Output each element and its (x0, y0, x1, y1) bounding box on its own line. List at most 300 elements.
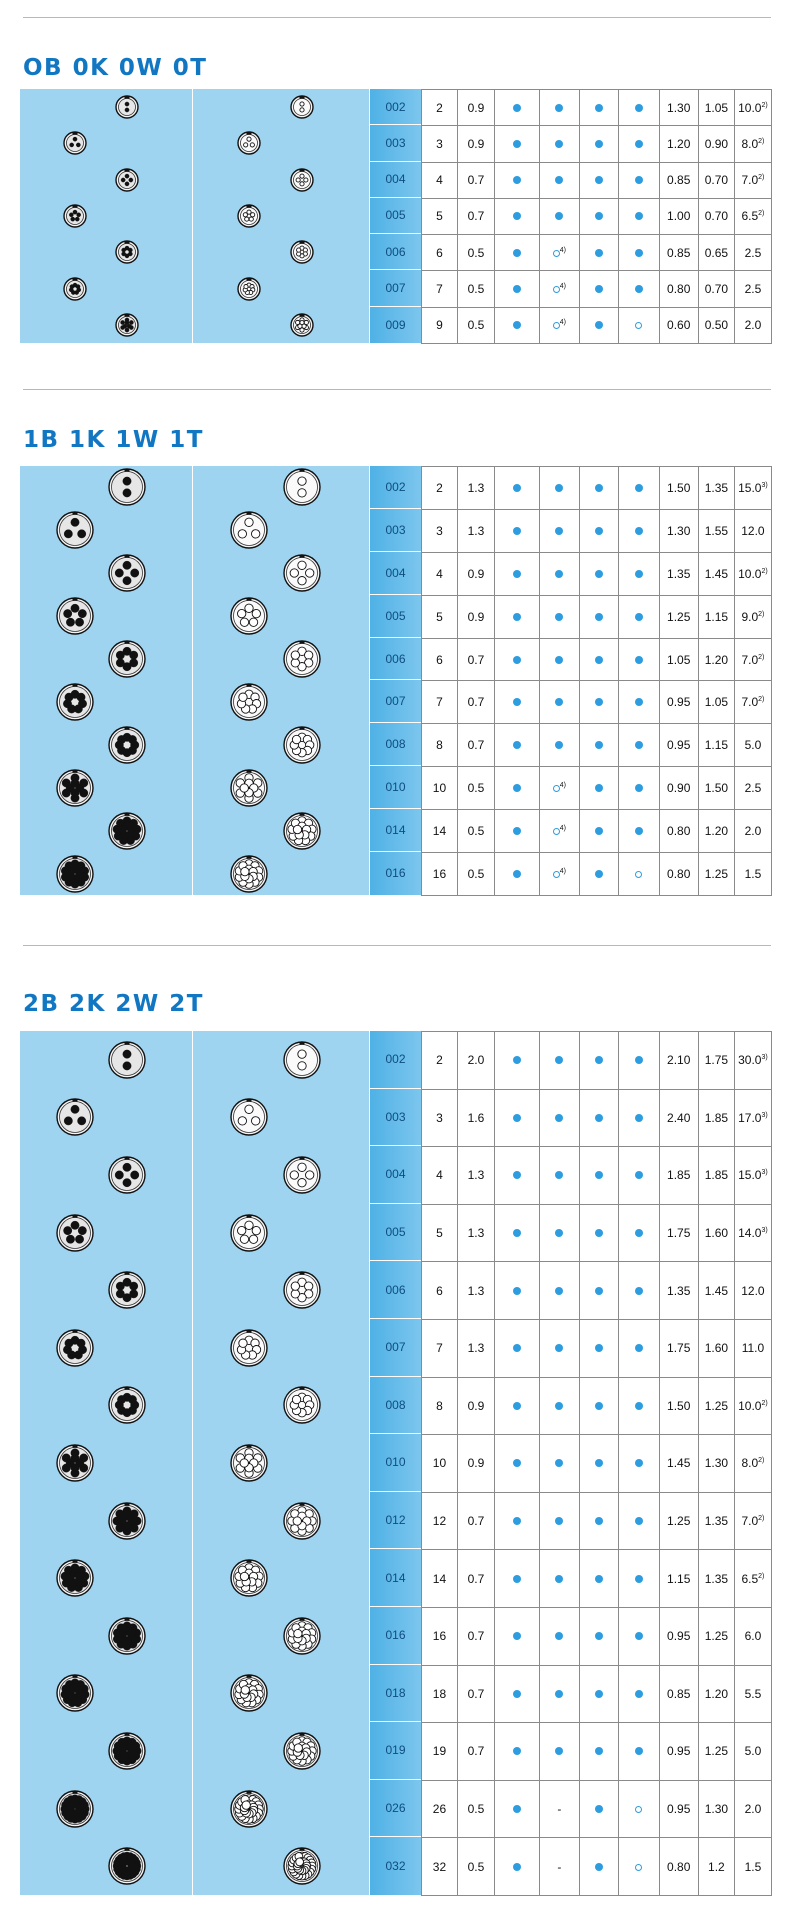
contact-pin (298, 489, 306, 497)
availability-cell (579, 271, 618, 307)
open-circle-icon (635, 1864, 642, 1871)
availability-cell (579, 853, 618, 896)
contact-pin (129, 178, 133, 182)
filled-dot-icon (555, 1747, 563, 1755)
contact-pin (131, 1171, 139, 1179)
filled-dot-icon (513, 285, 521, 293)
contact-pin (239, 693, 247, 701)
availability-cell (540, 90, 579, 126)
female-connector-face-icon (283, 1732, 321, 1770)
contact-pin (65, 693, 73, 701)
dia-value: 0.5 (467, 781, 485, 796)
dia-cell (457, 638, 494, 681)
filled-dot-icon (513, 1632, 521, 1640)
contact-pin (125, 108, 129, 112)
v2-cell (698, 467, 734, 510)
v1-value: 0.85 (667, 1686, 691, 1701)
availability-cell (422, 1838, 458, 1896)
filled-dot-icon (513, 570, 521, 578)
section-divider (23, 945, 771, 946)
v3-cell (734, 198, 771, 234)
v3-value: 5.5 (744, 1686, 762, 1701)
v2-cell (698, 126, 734, 162)
contact-pin (241, 1573, 249, 1581)
contact-pin (293, 1516, 301, 1524)
female-connector-face-icon (230, 1444, 268, 1482)
contact-pin (252, 1226, 260, 1234)
availability-cell (618, 724, 659, 767)
v2-cell (698, 1204, 734, 1262)
code-cell: 010 (370, 1434, 421, 1492)
availability-cell (495, 1032, 540, 1090)
filled-dot-icon (595, 1863, 603, 1871)
footnote-mark: 4) (559, 246, 566, 254)
table-row (422, 1089, 772, 1147)
code-cell: 012 (370, 1492, 421, 1550)
filled-dot-icon (513, 527, 521, 535)
filled-dot-icon (595, 104, 603, 112)
contact-pin (244, 143, 248, 147)
v2-value: 1.05 (704, 695, 729, 710)
availability-cell (579, 595, 618, 638)
v2-value: 1.45 (704, 566, 729, 581)
dia-cell (457, 1838, 494, 1896)
code-cell: 010 (370, 766, 421, 809)
contact-pin (300, 108, 304, 112)
v2-cell (698, 1435, 734, 1493)
availability-cell (495, 638, 540, 681)
filled-dot-icon (635, 1575, 643, 1583)
v1-value: 0.80 (667, 1859, 691, 1874)
section-title: 1B 1K 1W 1T (23, 427, 204, 453)
v3-value: 17.0 (738, 1110, 762, 1125)
contact-pin (250, 618, 258, 626)
v1-value: 1.30 (667, 523, 691, 538)
filled-dot-icon (513, 1863, 521, 1871)
v3-value: 2.5 (744, 282, 762, 297)
table-row (422, 1147, 772, 1205)
v1-cell (659, 1262, 698, 1320)
contact-pin (238, 1226, 246, 1234)
availability-cell (540, 1204, 579, 1262)
filled-dot-icon (513, 827, 521, 835)
contact-pin (241, 867, 249, 875)
availability-cell (540, 162, 579, 198)
female-connector-face-icon (230, 683, 268, 721)
code-cell: 002 (370, 1031, 421, 1089)
v2-value: 1.85 (704, 1168, 729, 1183)
v3-cell (734, 90, 771, 126)
v3-cell (734, 1838, 771, 1896)
female-connector-face-icon (283, 1271, 321, 1309)
dash-text: 7 (436, 282, 443, 297)
contact-pin (64, 1226, 72, 1234)
code-cell: 004 (370, 1146, 421, 1204)
v2-cell (698, 1780, 734, 1838)
table-row (422, 162, 772, 198)
filled-dot-icon (513, 1690, 521, 1698)
v1-value: 2.40 (667, 1110, 691, 1125)
code-cell: 006 (370, 638, 421, 681)
filled-dot-icon (595, 285, 603, 293)
v1-value: 1.50 (667, 480, 691, 495)
code-cell: 009 (385, 317, 406, 332)
v3-value: 2.5 (744, 245, 762, 260)
contact-pin (68, 1801, 76, 1809)
table-row (422, 1550, 772, 1608)
contact-pin (293, 825, 301, 833)
contact-pin (77, 213, 81, 217)
availability-cell (618, 638, 659, 681)
contact-pin (116, 1282, 124, 1290)
filled-dot-icon (555, 1402, 563, 1410)
filled-dot-icon (513, 321, 521, 329)
dia-cell (457, 1032, 494, 1090)
code-cell: 018 (370, 1665, 421, 1723)
availability-cell (422, 1550, 458, 1608)
availability-cell (618, 1723, 659, 1781)
v2-value: 1.35 (704, 1514, 729, 1529)
filled-dot-icon (555, 741, 563, 749)
v2-value: 1.20 (704, 824, 729, 839)
dia-value: 1.3 (467, 1168, 485, 1183)
availability-cell (422, 552, 458, 595)
dia-value: 0.9 (467, 1456, 485, 1471)
contact-pin (66, 784, 74, 792)
section-block (20, 466, 772, 895)
v1-value: 0.60 (667, 318, 691, 333)
v2-cell (698, 1319, 734, 1377)
filled-dot-icon (513, 656, 521, 664)
filled-dot-icon (595, 1690, 603, 1698)
availability-cell (579, 1607, 618, 1665)
v2-value: 1.75 (704, 1053, 729, 1068)
dash-text: 6 (436, 245, 443, 260)
section-divider (23, 17, 771, 18)
filled-dot-icon (595, 1575, 603, 1583)
contact-pin (244, 213, 248, 217)
availability-cell (540, 810, 579, 853)
code-cell: 006 (370, 1261, 421, 1319)
v3-cell (734, 271, 771, 307)
dash-text: 14 (432, 1571, 447, 1586)
v2-cell (698, 1838, 734, 1896)
availability-cell (422, 1435, 458, 1493)
dia-cell (457, 126, 494, 162)
availability-cell (579, 1319, 618, 1377)
v1-cell (659, 1838, 698, 1896)
filled-dot-icon (635, 527, 643, 535)
dia-value: 0.9 (467, 609, 485, 624)
v1-value: 2.10 (667, 1053, 691, 1068)
filled-dot-icon (513, 1459, 521, 1467)
contact-pin (122, 248, 126, 252)
code-cell: 004 (370, 552, 421, 595)
filled-dot-icon (555, 1517, 563, 1525)
female-connector-face-icon (230, 1559, 268, 1597)
v2-value: 0.70 (704, 282, 729, 297)
table-row (422, 1435, 772, 1493)
v3-cell (734, 552, 771, 595)
v2-cell (698, 681, 734, 724)
v2-cell (698, 90, 734, 126)
v2-value: 0.70 (704, 173, 729, 188)
availability-cell (618, 1492, 659, 1550)
dia-value: 0.5 (467, 282, 485, 297)
v2-value: 1.30 (704, 1802, 729, 1817)
v2-value: 0.90 (704, 136, 729, 151)
female-connector-face-icon (283, 1502, 321, 1540)
v1-value: 0.95 (667, 1744, 691, 1759)
availability-cell (495, 1665, 540, 1723)
v2-cell (698, 1723, 734, 1781)
male-connector-face-icon (56, 597, 94, 635)
filled-dot-icon (555, 1575, 563, 1583)
v3-value: 15.0 (738, 480, 762, 495)
contact-pin (70, 143, 74, 147)
contact-pin (125, 181, 129, 185)
dash-text: 8 (436, 1398, 443, 1413)
v1-cell (659, 681, 698, 724)
section-title: 2B 2K 2W 2T (23, 991, 204, 1017)
contact-pin (245, 1105, 253, 1113)
male-connector-face-icon (56, 1214, 94, 1252)
contact-pin (304, 178, 308, 182)
availability-cell (495, 1435, 540, 1493)
dash-text: 12 (432, 1514, 447, 1529)
availability-cell (422, 467, 458, 510)
footnote-mark: 4) (559, 283, 566, 291)
availability-cell (422, 1262, 458, 1320)
filled-dot-icon (513, 212, 521, 220)
v3-cell (734, 810, 771, 853)
contact-pin (306, 569, 314, 577)
dia-value: 1.3 (467, 1283, 485, 1298)
table-row (422, 1665, 772, 1723)
v1-value: 1.30 (667, 100, 691, 115)
v3-cell (734, 1089, 771, 1147)
filled-dot-icon (513, 698, 521, 706)
v3-cell (734, 1607, 771, 1665)
v1-cell (659, 638, 698, 681)
v1-cell (659, 1089, 698, 1147)
v2-value: 1.05 (704, 100, 729, 115)
availability-cell (579, 1435, 618, 1493)
dia-value: 1.3 (467, 1341, 485, 1356)
male-connector-face-icon (56, 1674, 94, 1712)
contact-pin (121, 178, 125, 182)
availability-cell (540, 1492, 579, 1550)
v3-value: 6.0 (744, 1629, 762, 1644)
female-connector-face-icon (230, 769, 268, 807)
contact-pin (122, 252, 126, 256)
v1-cell (659, 198, 698, 234)
filled-dot-icon (595, 613, 603, 621)
dia-cell (457, 1780, 494, 1838)
availability-cell (618, 126, 659, 162)
v1-value: 0.95 (667, 738, 691, 753)
contact-pin (245, 1221, 253, 1229)
v3-value: 8.0 (741, 1456, 759, 1471)
contact-pin (118, 1396, 126, 1404)
male-connector-face-icon (108, 1847, 146, 1885)
availability-cell (579, 1665, 618, 1723)
availability-cell (579, 638, 618, 681)
dash-text: 16 (432, 866, 447, 881)
filled-dot-icon (595, 656, 603, 664)
availability-cell (618, 853, 659, 896)
v3-cell (734, 1723, 771, 1781)
contact-pin (298, 1061, 306, 1069)
dash-text: 10 (432, 781, 447, 796)
availability-cell (540, 1550, 579, 1608)
v1-value: 1.35 (667, 566, 691, 581)
availability-cell (422, 271, 458, 307)
v2-cell (698, 1262, 734, 1320)
v3-cell (734, 307, 771, 343)
filled-dot-icon (555, 527, 563, 535)
availability-cell (579, 1550, 618, 1608)
contact-pin (71, 1105, 79, 1113)
dia-value: 0.5 (467, 824, 485, 839)
availability-cell (422, 638, 458, 681)
v1-value: 1.00 (667, 209, 691, 224)
contact-pin (67, 1686, 75, 1694)
filled-dot-icon (513, 741, 521, 749)
availability-cell (618, 1435, 659, 1493)
availability-cell (618, 198, 659, 234)
availability-cell (618, 595, 659, 638)
v3-cell (734, 1435, 771, 1493)
table-row (422, 1262, 772, 1320)
v2-value: 1.35 (704, 1571, 729, 1586)
dash-text: 26 (432, 1802, 447, 1817)
dia-cell (457, 1204, 494, 1262)
table-row (422, 1319, 772, 1377)
filled-dot-icon (635, 656, 643, 664)
dash-text: 7 (436, 1341, 443, 1356)
v2-value: 1.25 (704, 1398, 729, 1413)
filled-dot-icon (595, 1114, 603, 1122)
contact-pin (115, 569, 123, 577)
v3-value: 1.5 (744, 866, 762, 881)
v3-value: 11.0 (741, 1341, 765, 1356)
dash-text: - (557, 1859, 562, 1874)
v2-cell (698, 724, 734, 767)
code-cell: 032 (385, 1859, 406, 1874)
availability-cell (422, 307, 458, 343)
female-connector-face-icon (283, 554, 321, 592)
contact-pin (73, 137, 77, 141)
code-cell: 026 (370, 1780, 421, 1838)
contact-pin (291, 1282, 299, 1290)
contact-pin (123, 477, 131, 485)
v1-value: 1.25 (667, 609, 691, 624)
table-row (422, 638, 772, 681)
availability-cell (540, 1838, 579, 1896)
availability-cell (618, 1032, 659, 1090)
female-connector-column (193, 1031, 369, 1895)
filled-dot-icon (555, 140, 563, 148)
availability-cell (618, 1147, 659, 1205)
filled-dot-icon (513, 484, 521, 492)
v2-cell (698, 767, 734, 810)
contact-pin (125, 102, 129, 106)
male-connector-face-icon (115, 240, 139, 264)
dia-cell (457, 271, 494, 307)
v3-cell (734, 681, 771, 724)
code-cell: 005 (370, 595, 421, 638)
contact-pin (73, 210, 77, 214)
contact-pin (242, 1801, 250, 1809)
v3-value: 2.0 (744, 824, 762, 839)
footnote-mark: 4) (559, 319, 566, 327)
contact-pin (252, 610, 260, 618)
availability-cell (579, 1032, 618, 1090)
code-cell: 005 (370, 198, 421, 234)
availability-cell (540, 1032, 579, 1090)
code-cell: 008 (370, 1377, 421, 1435)
section-title: OB 0K 0W 0T (23, 55, 208, 81)
v1-cell (659, 1147, 698, 1205)
dia-value: 0.7 (467, 173, 485, 188)
v1-value: 0.80 (667, 824, 691, 839)
contact-pin (67, 867, 75, 875)
v1-cell (659, 126, 698, 162)
dia-cell (457, 90, 494, 126)
v3-value: 5.0 (744, 1744, 762, 1759)
v3-cell (734, 1204, 771, 1262)
availability-cell (495, 552, 540, 595)
contact-pin (123, 561, 131, 569)
availability-cell (495, 90, 540, 126)
availability-cell (579, 767, 618, 810)
contact-pin (305, 651, 313, 659)
v1-value: 0.80 (667, 282, 691, 297)
dia-cell (457, 198, 494, 234)
availability-cell (495, 767, 540, 810)
male-connector-face-icon (63, 131, 87, 155)
availability-cell (579, 1723, 618, 1781)
dia-value: 1.6 (467, 1110, 485, 1125)
dash-text: 2 (436, 1053, 443, 1068)
table-row (422, 1032, 772, 1090)
contact-pin (291, 651, 299, 659)
availability-cell (579, 467, 618, 510)
v1-cell (659, 1780, 698, 1838)
male-connector-face-icon (56, 1098, 94, 1136)
contact-pin (241, 618, 249, 626)
contact-pin (64, 610, 72, 618)
female-connector-face-icon (283, 1156, 321, 1194)
contact-pin (296, 1858, 304, 1866)
v1-cell (659, 467, 698, 510)
v2-value: 1.20 (704, 1686, 729, 1701)
availability-cell (422, 1089, 458, 1147)
contact-pin (70, 284, 74, 288)
code-cell: 008 (370, 723, 421, 766)
availability-cell (579, 1204, 618, 1262)
filled-dot-icon (513, 870, 521, 878)
filled-dot-icon (555, 1690, 563, 1698)
contact-pin (123, 1050, 131, 1058)
male-connector-face-icon (56, 1790, 94, 1828)
male-connector-face-icon (108, 1156, 146, 1194)
v3-cell (734, 1032, 771, 1090)
v1-value: 1.45 (667, 1456, 691, 1471)
filled-dot-icon (555, 656, 563, 664)
filled-dot-icon (595, 176, 603, 184)
